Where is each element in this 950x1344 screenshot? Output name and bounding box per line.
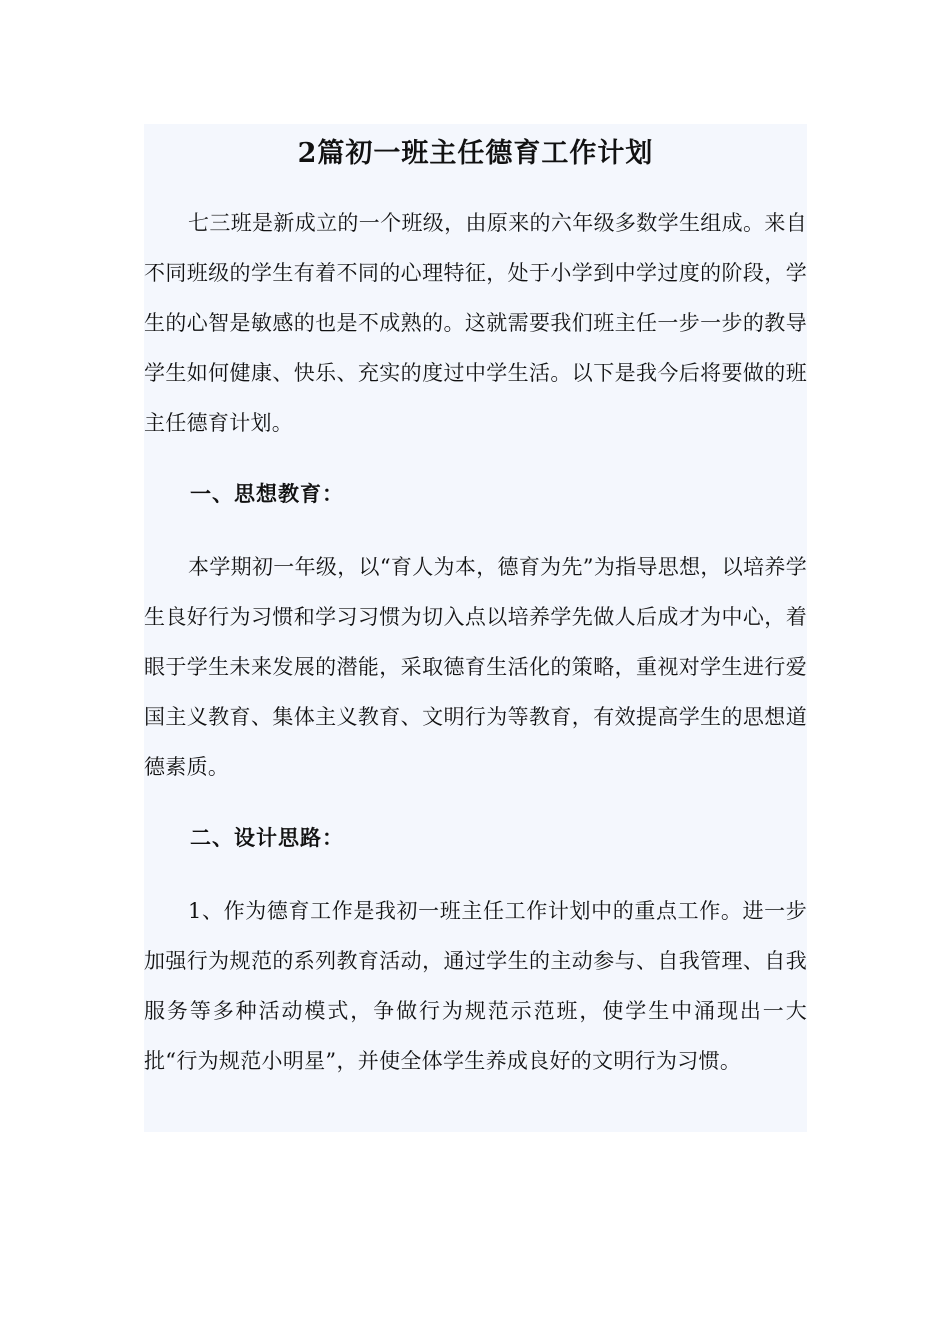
section-heading-design-ideas: 二、设计思路： <box>190 825 344 850</box>
document-page <box>144 124 807 1132</box>
section-paragraph-ideological-education: 本学期初一年级，以“育人为本，德育为先”为指导思想，以培养学生良好行为习惯和学习习惯为切入点以培养学先做人后成才为中心，着眼于学生未来发展的潜能，采取德育生活化的策略，重视对学生进行爱国主义教育、集体主义教育、文明行为等教育，有效提高学生的思想道德素质。 <box>144 555 807 779</box>
intro-paragraph: 七三班是新成立的一个班级，由原来的六年级多数学生组成。来自不同班级的学生有着不同的心理特征，处于小学到中学过度的阶段，学生的心智是敏感的也是不成熟的。这就需要我们班主任一步一步的教导学生如何健康、快乐、充实的度过中学生活。以下是我今后将要做的班主任德育计划。 <box>144 211 807 435</box>
document-title: 2篇初一班主任德育工作计划 <box>297 138 654 169</box>
section-paragraph-design-ideas: 1、作为德育工作是我初一班主任工作计划中的重点工作。进一步加强行为规范的系列教育活动，通过学生的主动参与、自我管理、自我服务等多种活动模式，争做行为规范示范班，使学生中涌现出一大批“行为规范小明星”，并使全体学生养成良好的文明行为习惯。 <box>144 899 807 1073</box>
section-heading-ideological-education: 一、思想教育： <box>190 481 344 506</box>
